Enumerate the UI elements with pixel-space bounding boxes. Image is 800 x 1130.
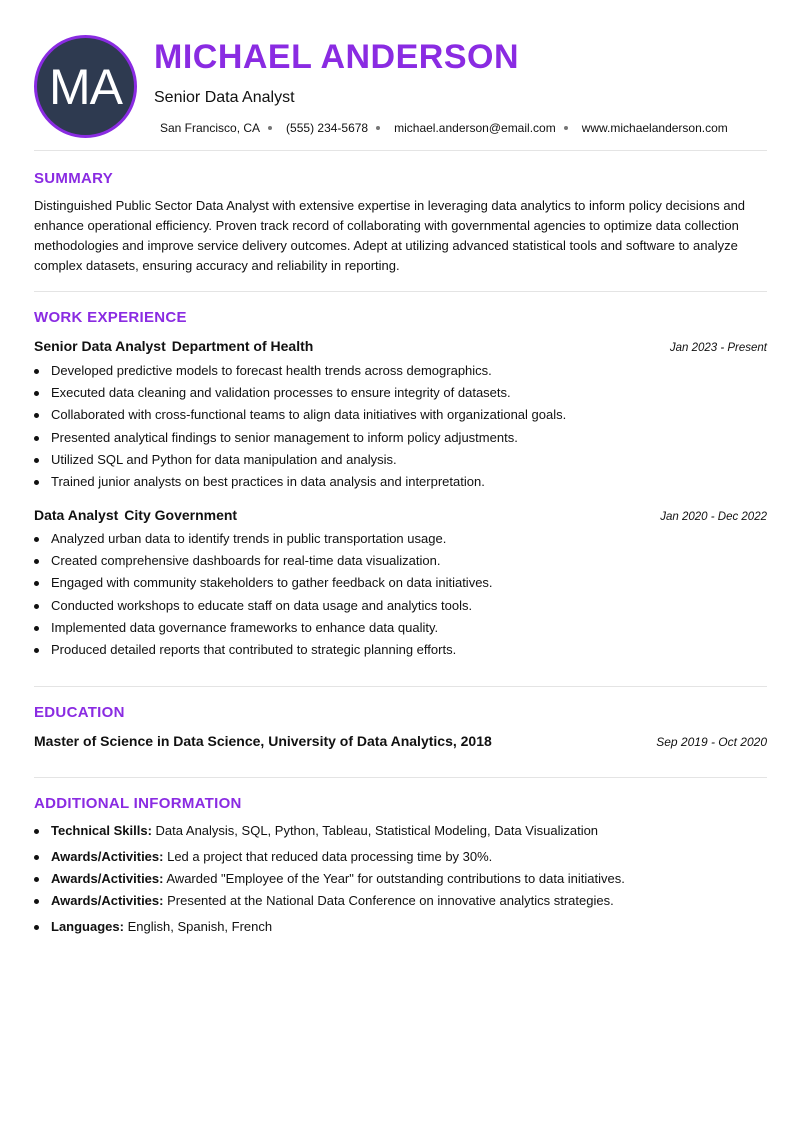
education-degree: Master of Science in Data Science, University of Data Analytics, 2018 [34,733,492,749]
list-item: Executed data cleaning and validation processes to ensure integrity of datasets. [51,382,566,404]
list-item: Analyzed urban data to identify trends in public transportation usage. [51,528,493,550]
item-text: English, Spanish, French [127,919,273,934]
list-item: Produced detailed reports that contributed to strategic planning efforts. [51,639,493,661]
avatar-initials: MA [49,58,122,115]
contact-location: San Francisco, CA [160,121,261,135]
job-header [34,507,767,525]
list-item: Utilized SQL and Python for data manipulation and analysis. [51,449,566,471]
education-heading: EDUCATION [34,704,125,721]
item-label: Technical Skills: [51,823,152,838]
item-text: Presented at the National Data Conference on innovative analytics strategies. [167,893,614,908]
list-item: Trained junior analysts on best practices in data analysis and interpretation. [51,471,566,493]
item-text: Led a project that reduced data processing time by 30%. [167,849,493,864]
divider [34,291,767,292]
item-label: Awards/Activities: [51,893,164,908]
list-item: Presented analytical findings to senior management to inform policy adjustments. [51,427,566,449]
divider [34,777,767,778]
contact-bar [160,121,728,135]
job-role-line [34,507,237,523]
item-text: Awarded "Employee of the Year" for outstanding contributions to data initiatives. [166,871,625,886]
list-item: Created comprehensive dashboards for real-time data visualization. [51,550,493,572]
experience-heading: WORK EXPERIENCE [34,309,187,326]
separator-dot [268,126,272,130]
list-item: Developed predictive models to forecast health trends across demographics. [51,360,566,382]
summary-text: Distinguished Public Sector Data Analyst with extensive expertise in leveraging data analytics to inform policy decisions and enhance operational efficiency. Proven track record of collaborating with governmental agencies to optimize data collection methodologies and improve service delivery outcomes. Adept at utilizing advanced statistical tools and software to analyze complex datasets, ensuring accuracy and reliability in reporting. [34,198,746,273]
list-item [51,846,625,868]
list-item: Conducted workshops to educate staff on data usage and analytics tools. [51,595,493,617]
list-item [51,868,625,890]
job-bullets [51,528,493,661]
list-item: Engaged with community stakeholders to gather feedback on data initiatives. [51,572,493,594]
avatar [34,35,137,138]
list-item [51,890,625,912]
list-item [51,820,625,842]
job-dates: Jan 2023 - Present [669,342,767,354]
candidate-name: MICHAEL ANDERSON [154,38,520,76]
contact-website[interactable]: www.michaelanderson.com [581,121,728,135]
job-organization: City Government [124,507,238,523]
job-role-line [34,338,313,354]
item-label: Languages: [51,919,124,934]
job-role: Data Analyst [34,507,119,523]
list-item: Implemented data governance frameworks to enhance data quality. [51,617,493,639]
job-header [34,338,767,356]
list-item: Collaborated with cross-functional teams to align data initiatives with organizational goals. [51,404,566,426]
list-item [51,916,625,938]
item-text: Data Analysis, SQL, Python, Tableau, Statistical Modeling, Data Visualization [155,823,599,838]
contact-phone[interactable]: (555) 234-5678 [286,121,369,135]
job-organization: Department of Health [171,338,314,354]
education-entry [34,733,767,749]
item-label: Awards/Activities: [51,871,164,886]
education-dates: Sep 2019 - Oct 2020 [656,735,767,749]
divider [34,686,767,687]
additional-heading: ADDITIONAL INFORMATION [34,795,242,812]
separator-dot [564,126,568,130]
item-label: Awards/Activities: [51,849,164,864]
divider [34,150,767,151]
separator-dot [376,126,380,130]
contact-email[interactable]: michael.anderson@email.com [394,121,556,135]
job-title: Senior Data Analyst [154,89,295,106]
additional-list [51,820,625,938]
job-bullets [51,360,566,493]
job-dates: Jan 2020 - Dec 2022 [660,511,767,523]
summary-heading: SUMMARY [34,170,114,187]
job-role: Senior Data Analyst [34,338,166,354]
